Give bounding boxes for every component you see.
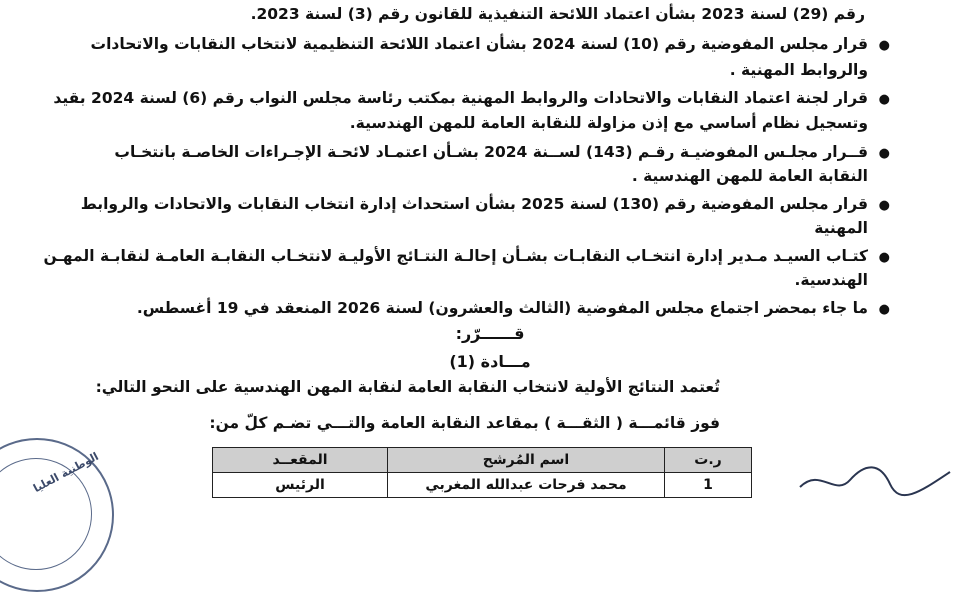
decision-heading: قــــــرّر: <box>455 324 525 343</box>
bullet-icon: ● <box>878 250 890 265</box>
signature-mark <box>790 452 960 502</box>
article-text: تُعتمد النتائج الأولية لانتخاب النقابة العامة لنقابة المهن الهندسية على النحو التالي: <box>95 378 720 396</box>
table-header-index: ر.ت <box>665 448 752 473</box>
official-stamp-text: الوطنية العليا <box>31 449 101 496</box>
table-cell-index: 1 <box>665 473 752 498</box>
table-cell-name: محمد فرحات عبدالله المغربي <box>388 473 665 498</box>
table-row <box>213 473 752 498</box>
table-header-row <box>213 448 752 473</box>
text-line-9: المهنية <box>814 219 868 237</box>
bullet-icon: ● <box>878 198 890 213</box>
text-line-10: كتـاب السيـد مـدير إدارة انتخـاب النقابـات بشـأن إحالـة النتـائج الأوليـة لانتخـاب النقابـة العامـة لنقابـة المهـن <box>43 247 868 265</box>
text-line-12: ما جاء بمحضر اجتماع مجلس المفوضية (الثالث والعشرون) لسنة 2026 المنعقد في 19 أغسطس. <box>136 299 868 317</box>
candidates-table <box>212 447 752 498</box>
table-cell-seat: الرئيس <box>213 473 388 498</box>
text-line-2: قرار مجلس المفوضية رقم (10) لسنة 2024 بشأن اعتماد اللائحة التنظيمية لانتخاب النقابات والاتحادات <box>90 35 868 53</box>
bullet-icon: ● <box>878 146 890 161</box>
text-line-7: النقابة العامة للمهن الهندسية . <box>631 167 868 185</box>
text-line-8: قرار مجلس المفوضية رقم (130) لسنة 2025 بشأن استحداث إدارة انتخاب النقابات والاتحادات والروابط <box>80 195 868 213</box>
bullet-icon: ● <box>878 302 890 317</box>
bullet-icon: ● <box>878 38 890 53</box>
text-line-4: قرار لجنة اعتماد النقابات والاتحادات والروابط المهنية بمكتب رئاسة مجلس النواب رقم (6) لسنة 2024 بقيد <box>53 89 868 107</box>
text-line-5: وتسجيل نظام أساسي مع إذن مزاولة للنقابة العامة للمهن الهندسية. <box>349 114 868 132</box>
bullet-icon: ● <box>878 92 890 107</box>
text-line-3: والروابط المهنية . <box>729 61 868 79</box>
text-line-6: قــرار مجلـس المفوضيـة رقـم (143) لســنة 2024 بشـأن اعتمـاد لائحـة الإجـراءات الخاصـة بانتخـاب <box>114 143 868 161</box>
table-header-seat: المقعــد <box>213 448 388 473</box>
article-heading: مـــادة (1) <box>449 352 531 371</box>
text-line-11: الهندسية. <box>794 271 868 289</box>
text-line-1: رقم (29) لسنة 2023 بشأن اعتماد اللائحة التنفيذية للقانون رقم (3) لسنة 2023. <box>250 5 865 23</box>
list-win-text: فوز قائمـــة ( الثقـــة ) بمقاعد النقابة العامة والتـــي تضـم كلّ من: <box>209 414 720 432</box>
table-header-name: اسم المُرشح <box>388 448 665 473</box>
